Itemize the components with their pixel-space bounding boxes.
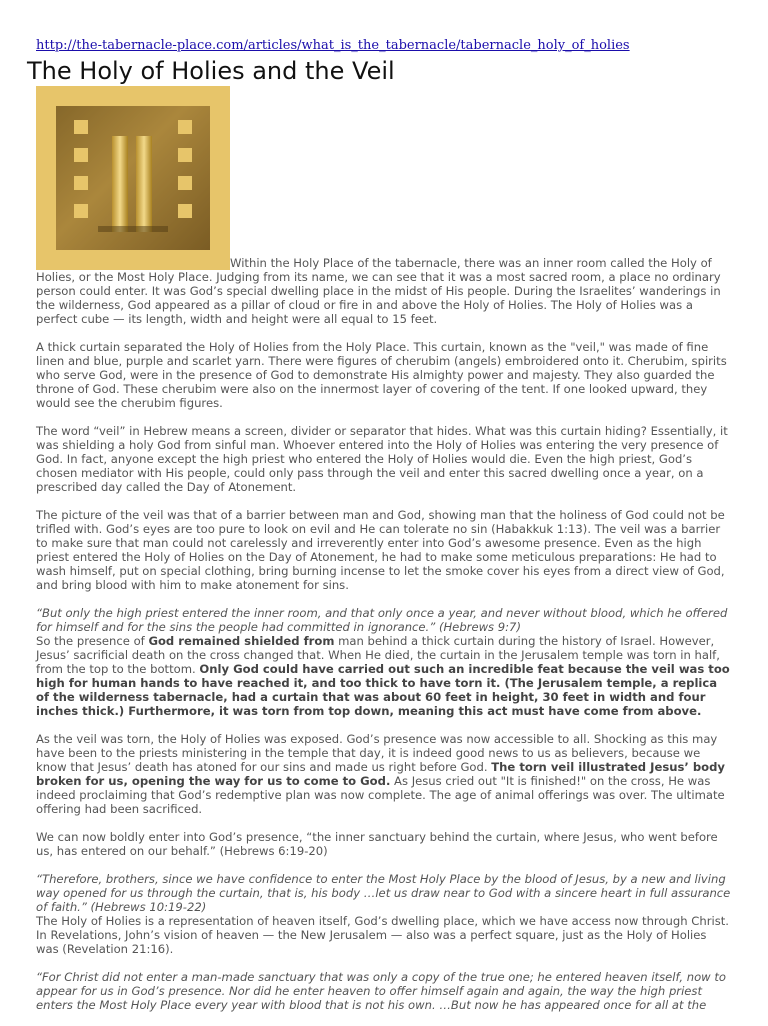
document-page	[27, 36, 732, 1026]
text-span: As the veil was torn, the Holy of Holies was exposed. God’s presence was now accessible to all. Shocking as this may have been to the priests ministering in the temple that day, it is indeed good news to us as believers, because we know that Jesus’ death has atoned for our sins and made us right before God.	[36, 732, 718, 774]
bold-span: God remained shielded from	[148, 634, 335, 648]
page-title: The Holy of Holies and the Veil	[27, 57, 395, 85]
paragraph-heaven: The Holy of Holies is a representation of heaven itself, God’s dwelling place, which we have access now through Christ. In Revelations, John’s vision of heaven — the New Jerusalem — also was a perfect square, just as the Holy of Holies was (Revelation 21:16).	[36, 914, 729, 956]
paragraph-curtain: A thick curtain separated the Holy of Holies from the Holy Place. This curtain, known as the "veil," was made of fine linen and blue, purple and scarlet yarn. There were figures of cherubim (angels) embroidered onto it. Cherubim, spirits who serve God, were in the presence of God to demonstrate His almighty power and majesty. They also guarded the throne of God. These cherubim were also on the innermost layer of covering of the tent. If one looked upward, they would see the cherubim figures.	[36, 340, 727, 410]
quote-hebrews-9-24: “For Christ did not enter a man-made sanctuary that was only a copy of the true one; he entered heaven itself, now to appear for us in God’s presence. Nor did he enter heaven to offer himself again and again, the way the high priest enters the Most Holy Place every year with blood that is not his own. …But now he has appeared once for all at the	[36, 970, 726, 1012]
paragraph-barrier: The picture of the veil was that of a barrier between man and God, showing man that the holiness of God could not be trifled with. God’s eyes are too pure to look on evil and He can tolerate no sin (Habakkuk 1:13). The veil was a barrier to make sure that man could not carelessly and irreverently enter into God’s awesome presence. Even as the high priest entered the Holy of Holies on the Day of Atonement, he had to make some meticulous preparations: He had to wash himself, put on special clothing, bring burning incense to let the smoke cover his eyes from a direct view of God, and bring blood with him to make atonement for sins.	[36, 508, 725, 592]
text-span: man behind a thick curtain during the history of Israel. However, Jesus’ sacrificial death on the cross changed that. When He died, the curtain in the Jerusalem temple was torn in half, from the top to the bottom.	[36, 634, 720, 676]
source-url-link[interactable]: http://the-tabernacle-place.com/articles/what_is_the_tabernacle/tabernacle_holy_of_holies	[36, 38, 630, 53]
text-span: So the presence of	[36, 634, 149, 648]
bold-span: Only God could have carried out such an incredible feat because the veil was too high for human hands to have reached it, and too thick to have torn it. (The Jerusalem temple, a replica of the wilderness tabernacle, had a curtain that was about 60 feet in height, 30 feet in width and four inches thick.) Furthermore, it was torn from top down, meaning this act must have come from above.	[36, 662, 730, 718]
paragraph-veil-meaning: The word “veil” in Hebrew means a screen, divider or separator that hides. What was this curtain hiding? Essentially, it was shielding a holy God from sinful man. Whoever entered into the Holy of Holies was entering the very presence of God. In fact, anyone except the high priest who entered the Holy of Holies would die. Even the high priest, God’s chosen mediator with His people, could only pass through the veil and enter this sacred dwelling once a year, on a prescribed day called the Day of Atonement.	[36, 424, 728, 494]
paragraph-intro	[36, 86, 732, 326]
tabernacle-model-image	[36, 86, 230, 270]
quote-hebrews-10-19: “Therefore, brothers, since we have confidence to enter the Most Holy Place by the blood of Jesus, by a new and living way opened for us through the curtain, that is, his body …let us draw near to God with a sincere heart in full assurance of faith.” (Hebrews 10:19-22)	[36, 872, 731, 914]
paragraph-torn-curtain	[36, 634, 732, 718]
paragraph-intro-text: Within the Holy Place of the tabernacle, there was an inner room called the Holy of Holies, or the Most Holy Place. Judging from its name, we can see that it was a most sacred room, a place no ordinary person could enter. It was God’s special dwelling place in the midst of His people. During the Israelites’ wanderings in the wilderness, God appeared as a pillar of cloud or fire in and above the Holy of Holies. The Holy of Holies was a perfect cube — its length, width and height were all equal to 15 feet.	[36, 256, 721, 326]
paragraph-boldly-enter: We can now boldly enter into God’s presence, “the inner sanctuary behind the curtain, where Jesus, who went before us, has entered on our behalf.” (Hebrews 6:19-20)	[36, 830, 718, 858]
text-span: As Jesus cried out "It is finished!" on the cross, He was indeed proclaiming that God’s redemptive plan was now complete. The age of animal offerings was over. The ultimate offering had been sacrificed.	[36, 774, 725, 816]
paragraph-exposed	[36, 732, 732, 816]
bold-span: The torn veil illustrated Jesus’ body broken for us, opening the way for us to come to God.	[36, 760, 725, 788]
quote-hebrews-9-7: “But only the high priest entered the inner room, and that only once a year, and never without blood, which he offered for himself and for the sins the people had committed in ignorance.” (Hebrews 9:7)	[36, 606, 728, 634]
